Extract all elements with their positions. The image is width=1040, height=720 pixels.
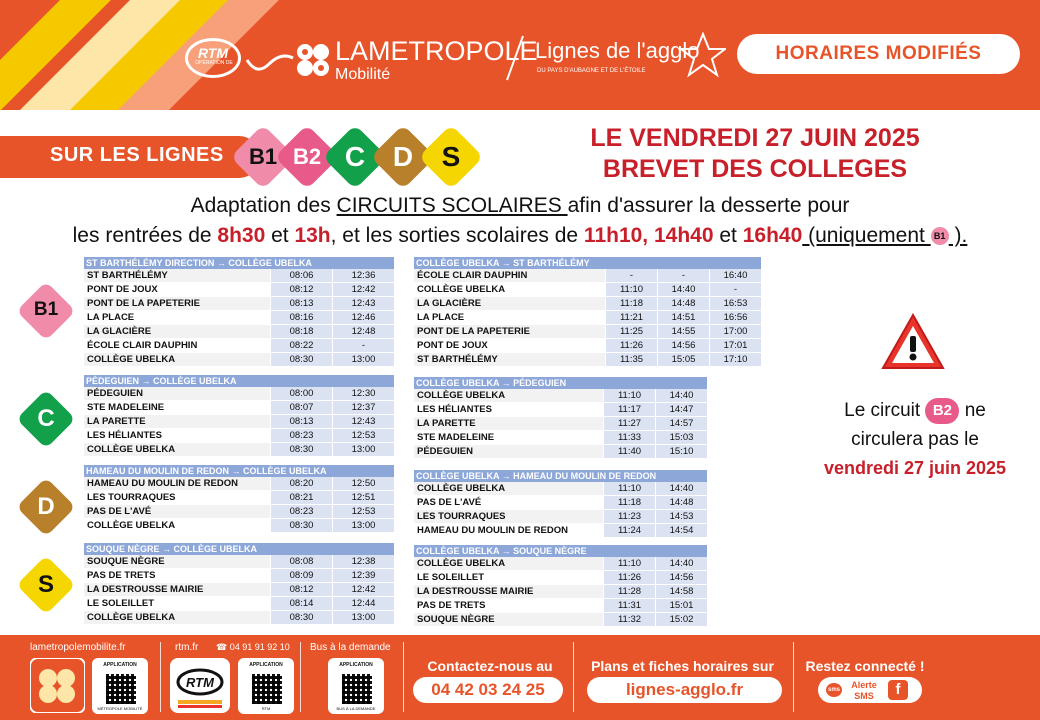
timetable-header: COLLÈGE UBELKA → SOUQUE NÈGRE [414,545,707,557]
line-badge-c-label: C [344,141,366,172]
timetable-header: COLLÈGE UBELKA → ST BARTHÉLÉMY [414,257,761,269]
departure-time: 12:43 [332,415,394,428]
departure-time: 11:33 [603,431,655,444]
line-badge-d-label: D [37,493,55,520]
departure-time: 14:40 [655,389,707,402]
stop-name: HAMEAU DU MOULIN DE REDON [84,477,270,490]
line-badge-b2-label: B2 [292,144,322,169]
line-badge-b1-label: B1 [248,144,278,169]
departure-time: 16:53 [709,297,761,310]
stop-name: PONT DE LA PAPETERIE [84,297,270,310]
intro-text: et [713,224,743,247]
stop-name: STE MADELEINE [84,401,270,414]
timetable-row [414,482,707,496]
timetable-row [414,599,707,613]
stop-name: LES HÉLIANTES [84,429,270,442]
departure-time: 12:30 [332,387,394,400]
rtm-logo: RTM [185,38,241,78]
footer-divider [403,642,404,712]
stop-name: COLLÈGE UBELKA [414,557,603,570]
event-title: BREVET DES COLLEGES [602,155,908,183]
intro-time: 8h30 [217,224,266,247]
notice-date: vendredi 27 juin 2025 [823,458,1007,478]
timetable-row [414,283,761,297]
departure-time: 11:25 [605,325,657,338]
departure-time: 12:36 [332,269,394,282]
stop-name: LES TOURRAQUES [84,491,270,504]
line-badge-s-label: S [441,141,461,172]
footer-site-rtm[interactable]: rtm.fr [175,642,199,653]
timetable-row [84,519,394,533]
event-date: LE VENDREDI 27 JUIN 2025 [590,124,920,152]
departure-time: 14:40 [655,557,707,570]
departure-time: 08:30 [270,519,332,532]
departure-time: 11:35 [605,353,657,366]
timetable-row [84,443,394,457]
departure-time: 14:53 [655,510,707,523]
sms-alert-button[interactable] [818,677,922,703]
plans-website-button[interactable]: lignes-agglo.fr [587,677,782,703]
agglo-title: Lignes de l'agglo [535,38,700,63]
intro-text: (uniquement [802,224,931,247]
timetable-c-outbound [84,375,394,457]
timetable-row [414,445,707,459]
timetable-row [414,269,761,283]
departure-time: 08:18 [270,325,332,338]
timetable-row [84,269,394,283]
timetable-row [84,429,394,443]
intro-text: et [265,224,295,247]
timetable-row [84,311,394,325]
departure-time: 14:57 [655,417,707,430]
departure-time: 08:09 [270,569,332,582]
sms-label: Alerte SMS [851,680,877,701]
departure-time: 11:17 [603,403,655,416]
departure-time: 08:16 [270,311,332,324]
departure-time: 11:26 [605,339,657,352]
departure-time: 12:39 [332,569,394,582]
stop-name: LES HÉLIANTES [414,403,603,416]
departure-time: 14:51 [657,311,709,324]
timetable-row [84,611,394,625]
stop-name: COLLÈGE UBELKA [84,611,270,624]
departure-time: 11:31 [603,599,655,612]
timetable-row [84,339,394,353]
departure-time: 11:24 [603,524,655,537]
timetable-row [84,401,394,415]
departure-time: 14:56 [657,339,709,352]
timetable-row [414,613,707,627]
stop-name: ST BARTHÉLÉMY [414,353,605,366]
qr-code-metropole[interactable]: APPLICATION MÉTROPOLE MOBILITÉ [92,658,148,714]
departure-time: 12:50 [332,477,394,490]
departure-time: 14:40 [655,482,707,495]
stop-name: LA GLACIÈRE [414,297,605,310]
metropole-app-icon[interactable] [30,658,85,713]
rtm-logo-sub: OPÉRATION DE [195,60,233,66]
departure-time: 13:00 [332,611,394,624]
stop-name: LES TOURRAQUES [414,510,603,523]
intro-line-1 [0,194,1040,218]
departure-time: 15:03 [655,431,707,444]
timetable-d-outbound [84,465,394,533]
footer-site-metropole[interactable]: lametropolemobilite.fr [30,642,126,653]
timetable-row [414,389,707,403]
departure-time: 17:00 [709,325,761,338]
line-badge-c-label: C [37,405,55,432]
departure-time: - [332,339,394,352]
timetable-header: HAMEAU DU MOULIN DE REDON → COLLÈGE UBELKA [84,465,394,477]
timetable-row [84,353,394,367]
departure-time: 08:21 [270,491,332,504]
timetable-row [414,339,761,353]
intro-time: 16h40 [742,224,803,247]
stop-name: ÉCOLE CLAIR DAUPHIN [414,269,605,282]
departure-time: - [709,283,761,296]
notice-text: ne [959,400,986,421]
connect-heading: Restez connecté ! [805,658,925,674]
departure-time: 08:23 [270,505,332,518]
intro-line-2 [0,224,1040,248]
inline-b2-badge: B2 [925,398,959,424]
departure-time: 15:05 [657,353,709,366]
timetable-row [414,353,761,367]
departure-time: 11:32 [603,613,655,626]
stop-name: LA DESTROUSSE MAIRIE [414,585,603,598]
departure-time: 08:13 [270,297,332,310]
stop-name: PONT DE JOUX [414,339,605,352]
departure-time: 08:06 [270,269,332,282]
departure-time: 11:10 [605,283,657,296]
stop-name: COLLÈGE UBELKA [84,443,270,456]
departure-time: 14:56 [655,571,707,584]
intro-text: Adaptation des [190,194,337,217]
departure-time: 17:10 [709,353,761,366]
timetable-header: SOUQUE NÈGRE → COLLÈGE UBELKA [84,543,394,555]
departure-time: 15:02 [655,613,707,626]
timetable-row [84,415,394,429]
departure-time: 12:46 [332,311,394,324]
departure-time: 11:26 [603,571,655,584]
timetable-row [84,505,394,519]
intro-time: 13h [294,224,331,247]
timetable-row [84,477,394,491]
footer-divider [793,642,794,712]
departure-time: - [657,269,709,282]
departure-time: 11:10 [603,557,655,570]
partner-logos [175,28,735,88]
intro-text: afin d'assurer la desserte pour [567,194,850,217]
b2-cancellation-notice [805,396,1025,483]
departure-time: 11:27 [603,417,655,430]
timetable-row [414,524,707,538]
departure-time: 14:48 [657,297,709,310]
facebook-icon[interactable]: f [888,680,908,700]
departure-time: 16:56 [709,311,761,324]
stop-name: COLLÈGE UBELKA [414,283,605,296]
departure-time: 08:22 [270,339,332,352]
departure-time: 08:14 [270,597,332,610]
departure-time: 08:30 [270,611,332,624]
stop-name: HAMEAU DU MOULIN DE REDON [414,524,603,537]
departure-time: 11:40 [603,445,655,458]
stop-name: PAS DE TRETS [414,599,603,612]
timetable-row [84,491,394,505]
departure-time: - [605,269,657,282]
departure-time: 12:44 [332,597,394,610]
qr-code-bus-demand[interactable]: APPLICATION BUS À LA DEMANDE [328,658,384,714]
stop-name: COLLÈGE UBELKA [414,482,603,495]
timetable-row [84,597,394,611]
timetable-row [84,569,394,583]
notice-text: circulera pas le [851,429,979,450]
stop-name: PONT DE LA PAPETERIE [414,325,605,338]
departure-time: 13:00 [332,519,394,532]
plans-heading: Plans et fiches horaires sur [591,658,774,674]
stop-name: LA GLACIÈRE [84,325,270,338]
departure-time: 12:43 [332,297,394,310]
departure-time: 08:30 [270,443,332,456]
departure-time: 11:21 [605,311,657,324]
stop-name: SOUQUE NÈGRE [84,555,270,568]
stop-name: PAS DE L'AVÉ [414,496,603,509]
footer-divider [160,642,161,712]
departure-time: 13:00 [332,353,394,366]
departure-time: 17:01 [709,339,761,352]
departure-time: 12:53 [332,505,394,518]
stop-name: ST BARTHÉLÉMY [84,269,270,282]
wave-icon [245,48,295,78]
footer-divider [300,642,301,712]
inline-b1-badge: B1 [931,227,949,245]
timetable-row [84,555,394,569]
stop-name: STE MADELEINE [414,431,603,444]
departure-time: 13:00 [332,443,394,456]
stop-name: PÉDEGUIEN [414,445,603,458]
footer-phone-rtm: ☎ 04 91 91 92 10 [216,642,290,652]
rtm-app-icon[interactable] [170,658,230,713]
timetable-row [84,325,394,339]
timetable-header: COLLÈGE UBELKA → PÉDEGUIEN [414,377,707,389]
stop-name: LA PLACE [414,311,605,324]
timetable-row [414,311,761,325]
stop-name: PÉDEGUIEN [84,387,270,400]
metropole-title: LAMETROPOLE [335,36,538,66]
stop-name: COLLÈGE UBELKA [84,353,270,366]
stop-name: PAS DE TRETS [84,569,270,582]
departure-time: 12:42 [332,283,394,296]
notice-text: Le circuit [844,400,926,421]
intro-text: les rentrées de [72,224,218,247]
line-badge-b1-label: B1 [33,299,59,320]
timetable-header: PÉDEGUIEN → COLLÈGE UBELKA [84,375,394,387]
timetable-header: COLLÈGE UBELKA → HAMEAU DU MOULIN DE REDON [414,470,707,482]
star-icon [680,32,726,78]
departure-time: 12:38 [332,555,394,568]
line-badge-s-label: S [37,571,54,598]
timetable-c-return [414,377,707,459]
stop-name: SOUQUE NÈGRE [414,613,603,626]
stop-name: LA PLACE [84,311,270,324]
departure-time: 15:01 [655,599,707,612]
stop-name: PONT DE JOUX [84,283,270,296]
departure-time: 11:10 [603,389,655,402]
departure-time: 11:10 [603,482,655,495]
intro-time: 11h10, 14h40 [583,224,714,247]
stop-name: PAS DE L'AVÉ [84,505,270,518]
departure-time: 12:37 [332,401,394,414]
timetable-row [84,583,394,597]
departure-time: 14:58 [655,585,707,598]
svg-text:RTM: RTM [186,675,214,690]
departure-time: 16:40 [709,269,761,282]
timetable-b1-return [414,257,761,367]
timetable-row [414,431,707,445]
intro-text: ). [948,224,968,247]
departure-time: 08:30 [270,353,332,366]
lines-label: SUR LES LIGNES [50,144,224,166]
stop-name: LA DESTROUSSE MAIRIE [84,583,270,596]
footer-bus-demand: Bus à la demande [310,642,391,653]
contact-heading: Contactez-nous au [427,658,553,674]
departure-time: 15:10 [655,445,707,458]
departure-time: 14:48 [655,496,707,509]
timetable-s-outbound [84,543,394,625]
departure-time: 08:08 [270,555,332,568]
line-badge-d-label: D [392,141,414,172]
departure-time: 08:12 [270,583,332,596]
stop-name: ÉCOLE CLAIR DAUPHIN [84,339,270,352]
stop-name: COLLÈGE UBELKA [84,519,270,532]
stop-name: LA PARETTE [414,417,603,430]
intro-text: , et les sorties scolaires de [330,224,584,247]
sms-icon: sms [826,683,842,697]
warning-icon [880,312,946,372]
contact-phone-button[interactable]: 04 42 03 24 25 [413,677,563,703]
metropole-subtitle: Mobilité [335,66,391,83]
timetable-d-return [414,470,707,538]
divider-slash [505,34,525,82]
departure-time: 14:55 [657,325,709,338]
timetable-row [414,571,707,585]
departure-time: 14:54 [655,524,707,537]
timetable-row [84,387,394,401]
departure-time: 08:00 [270,387,332,400]
qr-code-rtm[interactable]: APPLICATION RTM [238,658,294,714]
timetable-row [414,417,707,431]
timetable-row [414,510,707,524]
timetable-s-return [414,545,707,627]
departure-time: 08:23 [270,429,332,442]
departure-time: 14:40 [657,283,709,296]
departure-time: 11:18 [603,496,655,509]
footer-divider [573,642,574,712]
departure-time: 12:53 [332,429,394,442]
departure-time: 08:13 [270,415,332,428]
departure-time: 12:42 [332,583,394,596]
stop-name: LE SOLEILLET [414,571,603,584]
stop-name: LA PARETTE [84,415,270,428]
timetable-row [414,297,761,311]
departure-time: 08:07 [270,401,332,414]
modified-schedules-label: HORAIRES MODIFIÉS [737,34,1020,74]
departure-time: 12:51 [332,491,394,504]
timetable-b1-outbound [84,257,394,367]
timetable-row [414,557,707,571]
timetable-row [84,283,394,297]
departure-time: 12:48 [332,325,394,338]
intro-highlight: CIRCUITS SCOLAIRES [336,194,568,217]
departure-time: 08:12 [270,283,332,296]
metropole-logo-icon [293,40,333,80]
timetable-row [414,496,707,510]
timetable-header: ST BARTHÉLÉMY DIRECTION → COLLÈGE UBELKA [84,257,394,269]
stop-name: LE SOLEILLET [84,597,270,610]
departure-time: 11:28 [603,585,655,598]
departure-time: 11:23 [603,510,655,523]
departure-time: 14:47 [655,403,707,416]
agglo-subtitle: DU PAYS D'AUBAGNE ET DE L'ÉTOILE [537,68,646,74]
timetable-row [84,297,394,311]
departure-time: 11:18 [605,297,657,310]
departure-time: 08:20 [270,477,332,490]
timetable-row [414,325,761,339]
timetable-row [414,585,707,599]
timetable-row [414,403,707,417]
stop-name: COLLÈGE UBELKA [414,389,603,402]
